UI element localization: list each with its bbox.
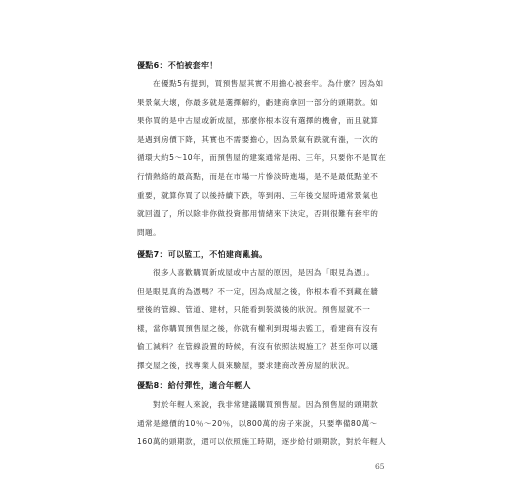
section-advantage-6-body [137,75,397,242]
paragraph-line: 果景氣大壞，你最多就是選擇解約，虧建商拿回一部分的頭期款。如 [137,97,379,107]
paragraph-line: 就回溫了，所以除非你做投資都用情緒來下決定，否則很難有套牢的 [137,209,379,219]
section-heading: 優點8：給付彈性，適合年輕人 [137,381,251,390]
paragraph-line: 行情熱絡的最高點，而是在市場一片慘淡時進場，是不是最低點並不 [137,171,379,181]
paragraph-line: 壁後的管線、管道、建材，只能看到裝潢後的狀況。預售屋就不一 [137,305,371,315]
section-advantage-8 [137,380,397,392]
section-advantage-7 [137,249,397,261]
paragraph-line: 問題。 [137,227,162,237]
paragraph-line: 160萬的頭期款，還可以依照施工時期，逐步給付頭期款，對於年輕人 [137,437,387,447]
section-advantage-6 [137,60,397,72]
paragraph-line: 很多人喜歡購買新成屋或中古屋的原因，是因為「眼見為憑」。 [153,268,375,277]
paragraph-line: 對於年輕人來說，我非常建議購買預售屋。因為預售屋的頭期款 [153,400,379,409]
paragraph-line: 樣，當你購買預售屋之後，你就有權利到現場去監工，看建商有沒有 [137,323,379,333]
paragraph-line: 偷工減料？在管線設置的時候，有沒有依照法規施工？甚至你可以選 [137,342,379,352]
paragraph-line: 重要，就算你買了以後持續下跌，等到兩、三年後交屋時通常景氣也 [137,190,379,200]
paragraph-line: 是遇到房價下降，其實也不需要擔心，因為景氣有跌就有漲，一次的 [137,134,379,144]
paragraph-line: 通常是總價的10％～20％，以800萬的房子來說，只要準備80萬～ [137,418,378,428]
paragraph-line: 在優點5有提到，買預售屋其實不用擔心被套牢。為什麼？因為如 [153,79,384,88]
section-advantage-8-body [137,396,397,452]
paragraph-line: 循環大約5～10年，而預售屋的建案通常是兩、三年，只要你不是買在 [137,153,387,163]
section-advantage-7-body [137,264,397,376]
paragraph-line: 但是眼見真的為憑嗎？不一定，因為成屋之後，你根本看不到藏在牆 [137,286,379,296]
paragraph-line: 果你買的是中古屋或新成屋，那麼你根本沒有選擇的機會，而且就算 [137,116,379,126]
section-heading: 優點7：可以監工，不怕建商亂搞。 [137,250,268,259]
section-heading: 優點6：不怕被套牢！ [137,61,218,70]
paragraph-line: 擇交屋之後，找專業人員來驗屋，要求建商改善房屋的狀況。 [137,360,355,370]
page-number: 65 [375,462,385,471]
